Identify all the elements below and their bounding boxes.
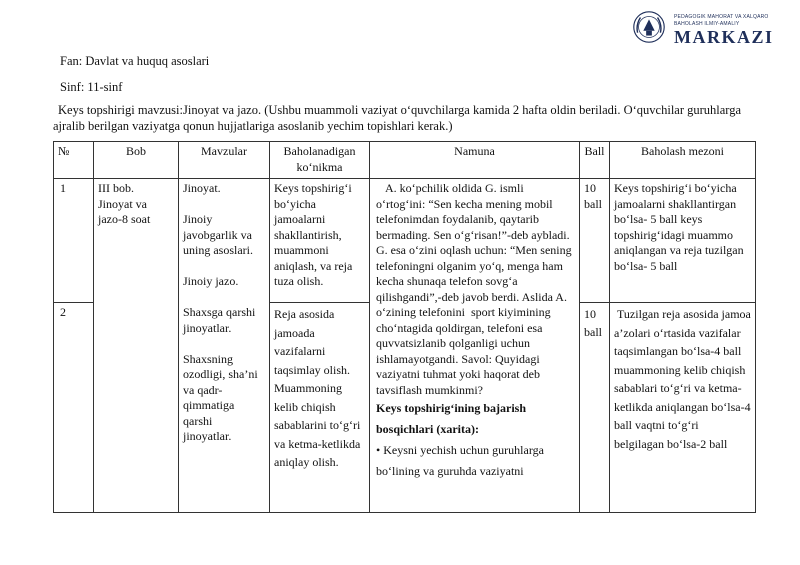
mavzu-line: jinoyatlar. [183, 320, 232, 335]
mavzu-line [183, 197, 265, 213]
row-number: 1 [54, 179, 94, 303]
mezon-cell: Keys topshirig‘i bo‘yicha jamoalarni shakllantirgan bo‘lsa- 5 ball keys topshirig‘idagi muammo aniqlangan va reja tuzilgan bo‘lsa- 5 ball [610, 179, 756, 303]
mavzu-line: javobgarlik va [183, 227, 252, 242]
header-mavzular: Mavzular [179, 142, 270, 179]
laurel-emblem-icon [630, 8, 668, 46]
logo-line2: BAHOLASH ILMIY-AMALIY [674, 21, 740, 27]
bob-line: jazo-8 soat [98, 212, 151, 226]
mavzu-line [183, 290, 265, 306]
konikma-cell: Keys topshirig‘i bo‘yicha jamoalarni shakllantirish, muammoni aniqlash, va reja tuza olish. [270, 179, 370, 303]
mavzu-line: ozodligi, sha’ni [183, 367, 258, 381]
header-konikma: Baholanadigan ko‘nikma [270, 142, 370, 179]
namuna-bold-heading: Keys topshirig‘ining bajarish bosqichlari (xarita): [376, 401, 527, 436]
ball-cell: 10 ball [580, 303, 610, 513]
topic-paragraph: Keys topshirigi mavzusi:Jinoyat va jazo. (Ushbu muammoli vaziyat o‘quvchilarga kamida 2 hafta oldin beriladi. O‘quvchilar guruhlarga ajralib berilgan vaziyatga qonun hujjatlariga asoslanib yechim topishlari kerak.) [53, 103, 742, 133]
bob-line: III bob. [98, 181, 134, 195]
mavzu-line [183, 259, 265, 275]
logo-line1: PEDAGOGIK MAHORAT VA XALQARO [674, 14, 769, 20]
assessment-table [53, 141, 756, 513]
logo [630, 8, 780, 50]
subject-line: Fan: Davlat va huquq asoslari [60, 54, 210, 68]
table-row [54, 179, 756, 303]
header-no: № [54, 142, 94, 179]
bob-cell [94, 179, 179, 513]
bob-line: Jinoyat va [98, 196, 147, 211]
konikma-cell: Reja asosida jamoada vazifalarni taqsimlay olish. Muammoning kelib chiqish sabablarini to‘g‘ri va ketma-ketlikda aniqlay olish. [270, 303, 370, 513]
mavzu-line: qarshi [183, 413, 213, 428]
mavzu-line: uning asoslari. [183, 243, 253, 257]
row-number: 2 [54, 303, 94, 513]
grade-line: Sinf: 11-sinf [60, 80, 123, 94]
header-bob: Bob [94, 142, 179, 179]
mavzu-line: Shaxsga qarshi [183, 305, 256, 319]
namuna-bullet: • Keysni yechish uchun guruhlarga bo‘lining va guruhda vaziyatni [376, 443, 544, 478]
table-header-row [54, 142, 756, 179]
mavzu-line: qimmatiga [183, 398, 235, 412]
header-mezon: Baholash mezoni [610, 142, 756, 179]
mavzu-line: va qadr- [183, 382, 223, 397]
mavzular-cell [179, 179, 270, 513]
header-ball: Ball [580, 142, 610, 179]
namuna-cell [370, 179, 580, 513]
mavzu-line: jinoyatlar. [183, 429, 232, 443]
logo-main: MARKAZI [674, 27, 774, 47]
mavzu-line: Shaxsning [183, 351, 234, 366]
mavzu-line: Jinoyat. [183, 181, 221, 195]
mavzu-line: Jinoiy [183, 212, 213, 226]
namuna-text: A. ko‘pchilik oldida G. ismli o‘rtog‘ini: “Sen kecha mening mobil telefonimdan foydalanib, qaytarib bermading. Sen o‘g‘risan!”-deb aybladi. G. esa o‘zini oqlash uchun: “Men sening telefoningni olganim yo‘q, menga ham kecha shunaqa telefon sovg‘a qilishgandi”,-deb javob berdi. Aslida A. o‘zining telefonini sport kiyimining cho‘ntagida qoldirgan, telefoni esa quvvatsizlanib qolganligi uchun ishlamayotgandi. Savol: Quyidagi vaziyatni tuhmat yoki haqorat deb tavsiflash mumkinmi? [376, 181, 575, 397]
mavzu-line: Jinoiy jazo. [183, 274, 239, 288]
mavzu-line [183, 336, 265, 352]
ball-cell: 10 ball [580, 179, 610, 303]
mezon-cell: Tuzilgan reja asosida jamoa a’zolari o‘rtasida vazifalar taqsimlangan bo‘lsa-4 ball muammoning kelib chiqish sabablari to‘g‘ri va ketma-ketlikda aniqlangan bo‘lsa-4 ball vaqtni to‘g‘ri belgilagan bo‘lsa-2 ball [610, 303, 756, 513]
header-namuna: Namuna [370, 142, 580, 179]
